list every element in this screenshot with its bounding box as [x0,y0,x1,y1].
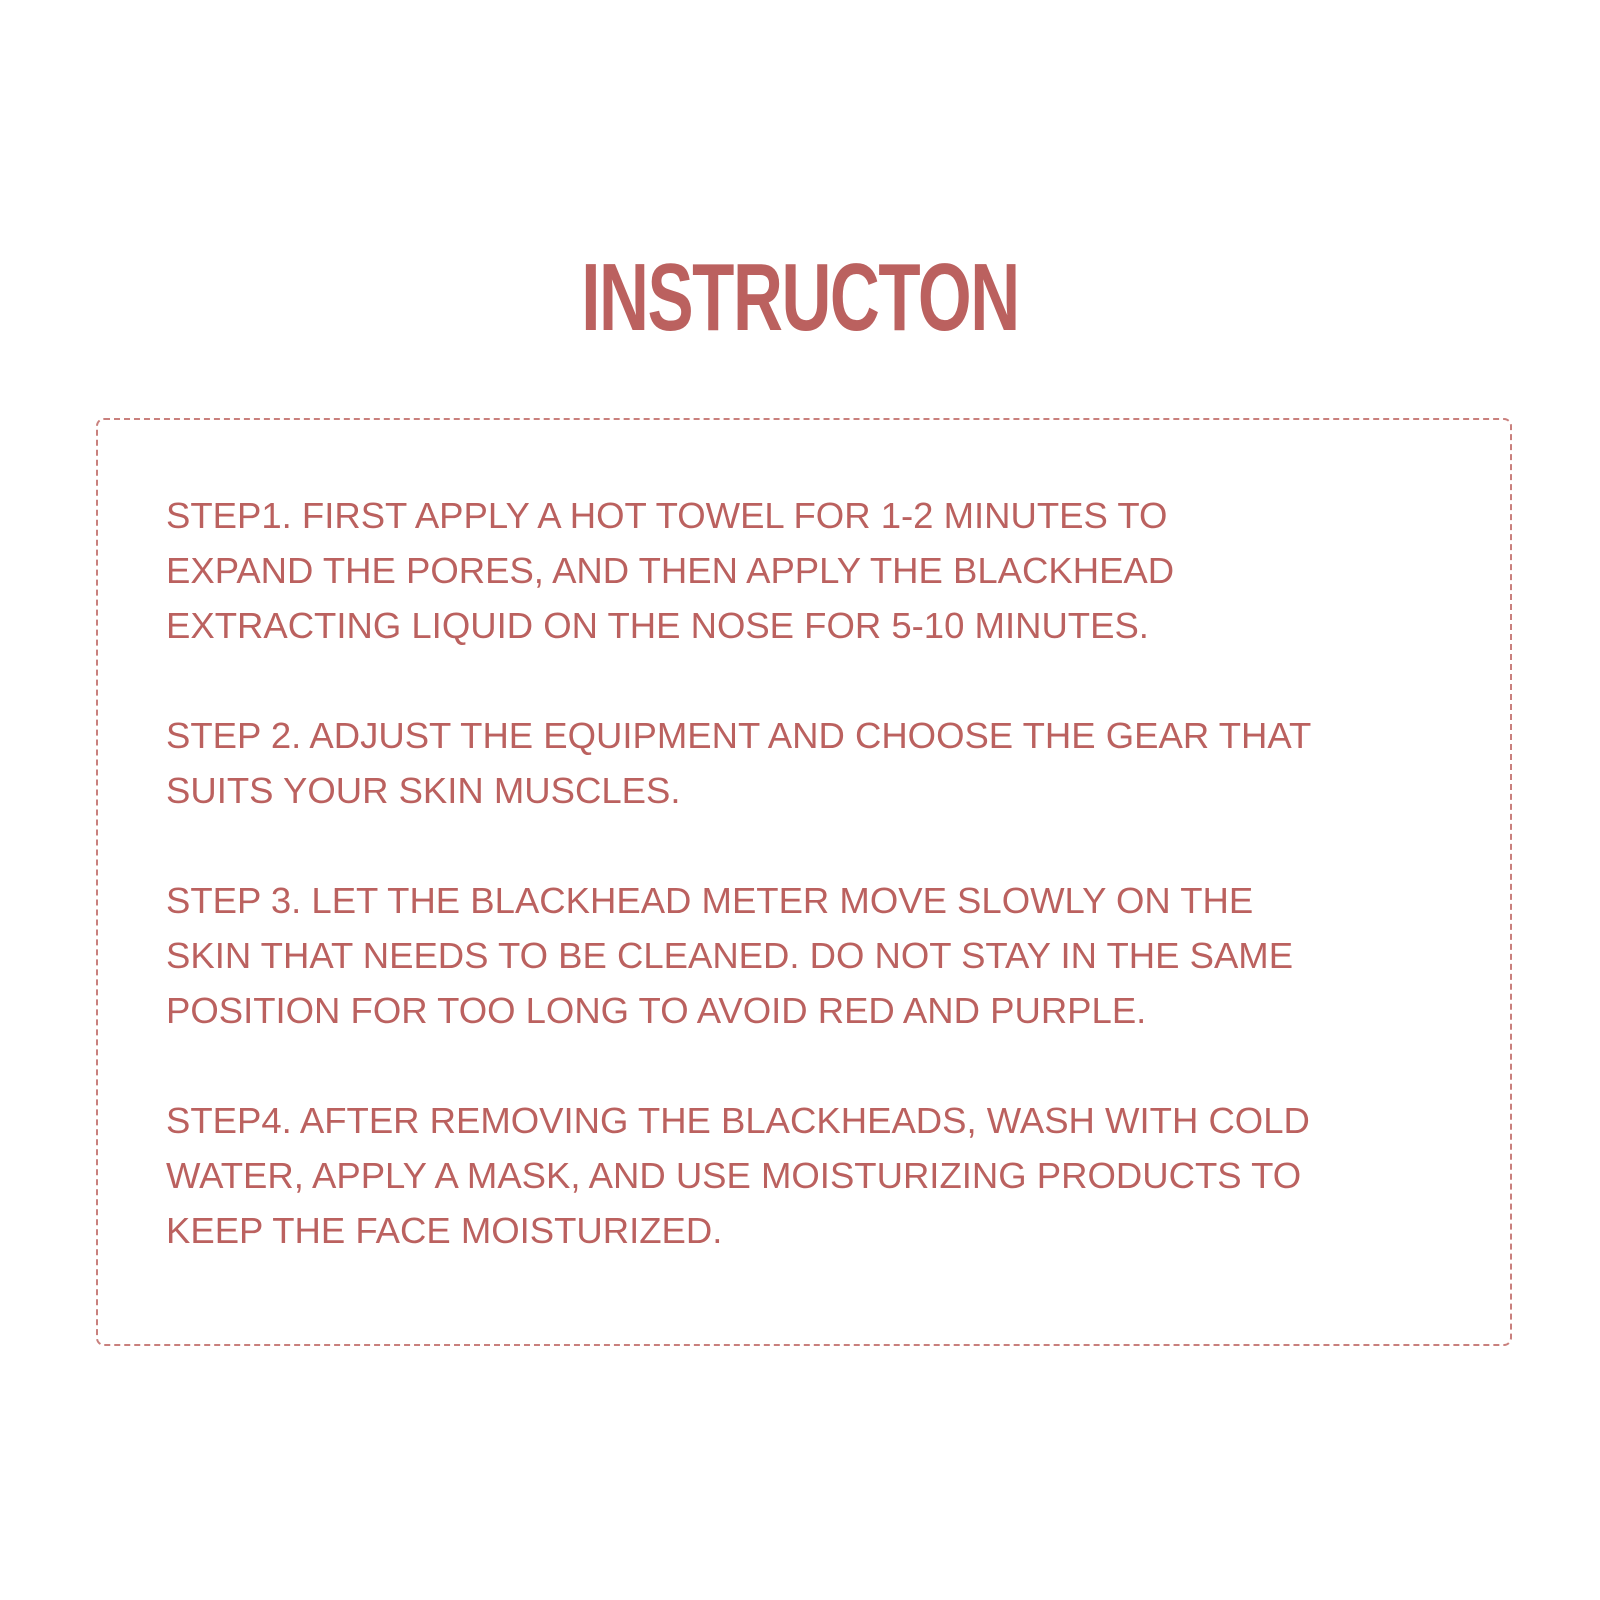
step-4-line-3: KEEP THE FACE MOISTURIZED. [166,1210,723,1251]
step-1 [166,488,1466,653]
step-2-line-2: SUITS YOUR SKIN MUSCLES. [166,770,681,811]
step-1-line-2: EXPAND THE PORES, AND THEN APPLY THE BLACKHEAD [166,550,1175,591]
step-3-line-1: STEP 3. LET THE BLACKHEAD METER MOVE SLOWLY ON THE [166,880,1254,921]
page-title: INSTRUCTON [581,244,1019,351]
step-2-line-1: STEP 2. ADJUST THE EQUIPMENT AND CHOOSE THE GEAR THAT [166,715,1312,756]
step-1-line-1: STEP1. FIRST APPLY A HOT TOWEL FOR 1-2 MINUTES TO [166,495,1168,536]
steps-list [166,488,1466,1313]
step-3-line-3: POSITION FOR TOO LONG TO AVOID RED AND PURPLE. [166,990,1147,1031]
step-2 [166,708,1466,818]
step-4-line-2: WATER, APPLY A MASK, AND USE MOISTURIZING PRODUCTS TO [166,1155,1302,1196]
step-3-line-2: SKIN THAT NEEDS TO BE CLEANED. DO NOT STAY IN THE SAME [166,935,1294,976]
step-4 [166,1093,1466,1258]
step-1-line-3: EXTRACTING LIQUID ON THE NOSE FOR 5-10 MINUTES. [166,605,1149,646]
step-3 [166,873,1466,1038]
step-4-line-1: STEP4. AFTER REMOVING THE BLACKHEADS, WASH WITH COLD [166,1100,1310,1141]
